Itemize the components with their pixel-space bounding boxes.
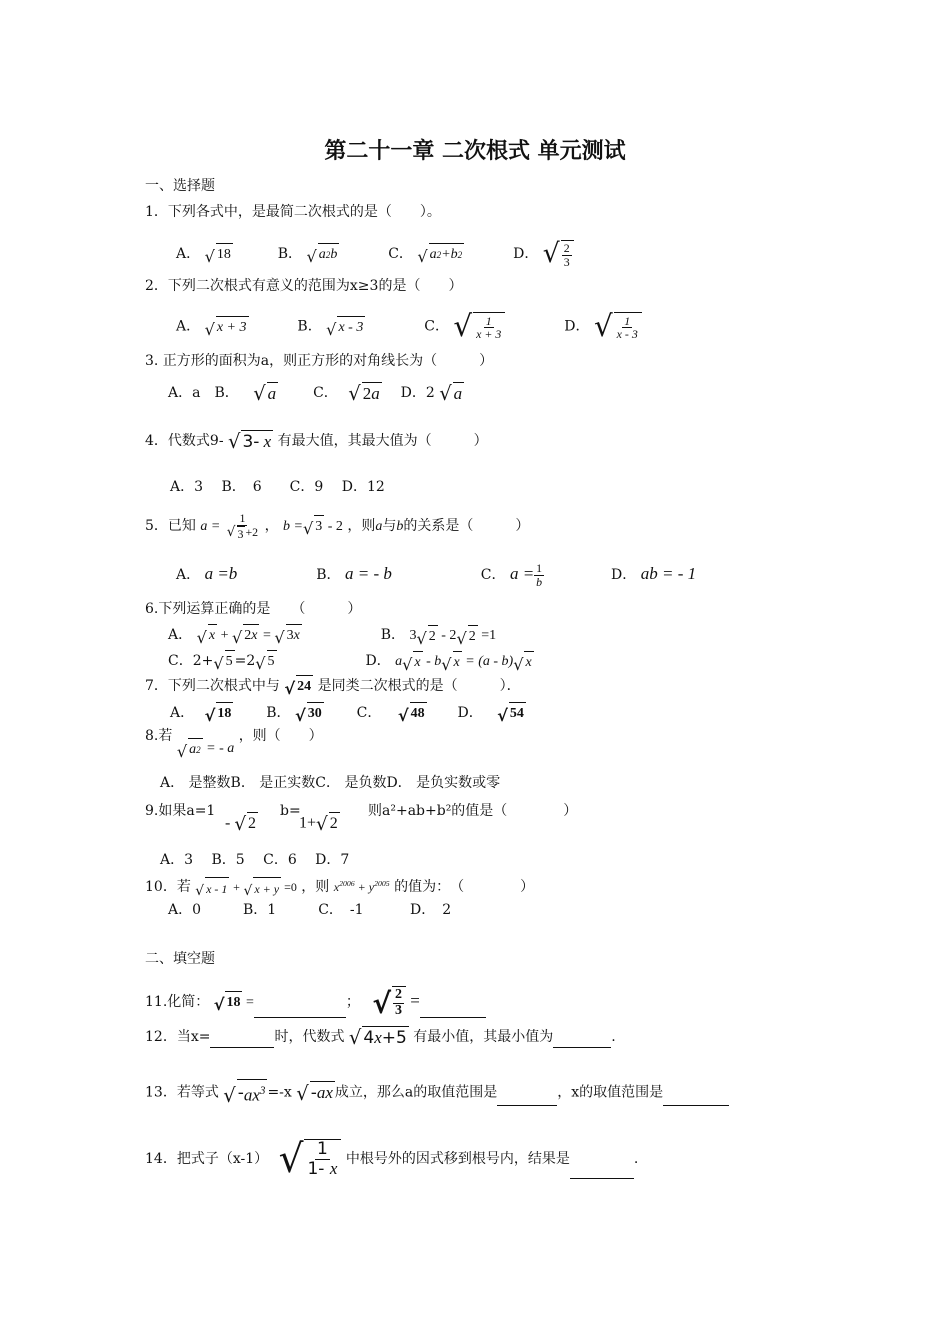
q1-c: C． (388, 246, 413, 262)
q11-blank1[interactable] (254, 1003, 346, 1018)
q7-pre: 7．下列二次根式中与 (145, 678, 280, 694)
q10-post: ，则 (301, 879, 330, 895)
q8-pre: 8.若 (145, 728, 173, 745)
q13-expr1: √ - $ax^3$ (223, 1079, 267, 1106)
q3-c-expr: √ 2 a (348, 382, 380, 406)
q9-options: A．3 B．5 C．6 D．7 (160, 852, 350, 868)
q10-pre: 10．若 (145, 879, 191, 895)
q3-d-expr: √ a (439, 382, 463, 406)
q3-b-expr: √ a (253, 382, 277, 406)
q14-end: . (633, 1150, 639, 1167)
q11-stem: 11.化简： √ 18 = ； √ $\frac{2}{3}$ = (145, 986, 486, 1018)
q14-blank[interactable] (570, 1164, 634, 1179)
q7-b: B． (266, 705, 291, 721)
q6-d-expr: a √ x - b √ x = (a - b) √ x (395, 654, 534, 669)
q5-d-expr: ab = - 1 (640, 564, 697, 583)
q12-stem (145, 1026, 616, 1048)
q1-d: D． (513, 246, 539, 262)
q13-expr2: √ - ax (296, 1081, 333, 1105)
q10-end: 的值为： （ ） (394, 879, 535, 895)
q1-a-expr: √ 18 (205, 243, 233, 265)
q8-options: A． 是整数B． 是正实数C． 是负数D． 是负实数或零 (160, 775, 501, 791)
q5-then: ，则 (347, 518, 376, 534)
q5-stem: 5．已知 a = 1 √ 3 +2 ， b = √ 3 - 2 ，则a与b的关系是（ ） (145, 511, 530, 541)
q1-c-expr: √ a 2 +b 2 (417, 243, 464, 265)
section-fill-heading: 二、填空题 (145, 951, 215, 967)
q7-c-expr: √ 48 (398, 702, 427, 724)
q5-b-def: b = (283, 519, 303, 534)
q7-a: A． (170, 705, 195, 721)
q9-stem (145, 801, 215, 821)
q14-pre: 14．把式子（x-1） (145, 1150, 269, 1167)
q9-pre: 9.如果a=1 (145, 803, 216, 819)
q11-sep: ； (345, 994, 360, 1011)
q1-stem: 1．下列各式中，是最简二次根式的是（ ）。 (145, 204, 441, 220)
q2-d-expr: √ $\frac{1}{x - 3}$ (594, 312, 642, 341)
q6-b: B． (380, 627, 406, 643)
q7-c: C． (356, 705, 382, 721)
q3-stem: 3. 正方形的面积为a，则正方形的对角线长为（ ） (145, 353, 494, 369)
q2-c: C． (424, 318, 449, 335)
q7-expr: √ 24 (284, 675, 313, 697)
q6-c2: =2 (234, 653, 256, 669)
q4-post: 有最大值，其最大值为（ ） (277, 433, 488, 449)
q8-stem (145, 726, 323, 761)
q11-pre: 11.化简： (145, 994, 210, 1011)
q7-options (170, 702, 526, 724)
q4-expr: √ 3- x (228, 430, 272, 454)
q5-end: 的关系是（ ） (403, 518, 530, 534)
q7-b-expr: √ 30 (295, 702, 324, 724)
q5-b: B． (316, 567, 341, 583)
q11-blank2[interactable] (420, 1003, 486, 1018)
q4-pre: 4．代数式9- (145, 433, 224, 449)
q2-b: B． (297, 318, 322, 335)
q6-d: D． (365, 653, 391, 669)
q1-b-expr: √ a 2 b (307, 243, 340, 265)
q5-c: C． (480, 567, 506, 583)
q10-stem (145, 874, 534, 899)
q12-post: 有最小值，其最小值为 (413, 1029, 554, 1045)
q5-a-frac: 1 √ 3 +2 (226, 511, 259, 541)
q13-blank1[interactable] (497, 1091, 557, 1106)
q13-pre: 13．若等式 (145, 1084, 219, 1101)
q12-mid: 时，代数式 (274, 1029, 345, 1045)
q12-end: . (611, 1029, 616, 1045)
q5-a: A． (176, 567, 201, 583)
q10-target: $x^{2006} + y^{2005}$ (333, 879, 390, 894)
q12-blank2[interactable] (553, 1033, 611, 1048)
q5-a-expr: a =b (204, 564, 238, 583)
q5-pre: 5．已知 (145, 518, 196, 534)
q4-stem (145, 430, 488, 452)
q5-b-expr: √ 3 (303, 515, 324, 537)
q6-row1: A． √ x + √ 2 x = √ 3 x B． 3 √ 2 - 2 √ 2 =1 (168, 624, 496, 647)
q12-expr: √ 4 x +5 (348, 1026, 407, 1050)
q13-mid: =-x (267, 1084, 292, 1101)
q2-d: D． (564, 318, 590, 335)
q7-stem (145, 675, 521, 697)
q8-expr: √ a 2 = - a (177, 741, 234, 756)
q11-expr1: √ 18 (214, 991, 243, 1013)
q6-a: A． (168, 627, 193, 643)
q13-mid2: ，x的取值范围是 (557, 1084, 664, 1101)
q10-expr: √ x - 1 + √ x + y =0 (195, 880, 297, 894)
q6-b-expr: 3 √ 2 - 2 √ 2 =1 (410, 628, 497, 643)
q2-stem: 2．下列二次根式有意义的范围为x≥3的是（ ） (145, 278, 463, 294)
page-title: 第二十一章 二次根式 单元测试 (324, 139, 626, 164)
q12-pre: 12．当x= (145, 1029, 211, 1045)
q1-d-expr: √ $\frac{2}{3}$ (543, 240, 574, 268)
q5-comma: ， (264, 518, 279, 534)
q9-b-expr: 1+ √ 2 (299, 813, 338, 835)
q13-blank2[interactable] (663, 1091, 729, 1106)
q2-options (176, 309, 642, 343)
q2-c-expr: √ $\frac{1}{x + 3}$ (453, 312, 505, 341)
q1-b: B． (277, 246, 303, 262)
q13-post: 成立，那么a的取值范围是 (334, 1084, 498, 1101)
q14-post: 中根号外的因式移到根号内，结果是 (345, 1150, 570, 1167)
q12-blank1[interactable] (210, 1033, 274, 1048)
q3-d: D．2 (400, 385, 435, 401)
q2-a: A． (176, 318, 201, 335)
q8-post: ，则（ ） (238, 728, 323, 745)
q6-stem: 6.下列运算正确的是 （ ） (145, 601, 362, 617)
q7-post: 是同类二次根式的是（ ）． (317, 678, 521, 694)
q9-b-label: b= (280, 803, 301, 819)
q3-c: C． (313, 385, 338, 401)
q6-c-expr: √ 5 (213, 650, 234, 672)
q5-a-def: a = (200, 519, 221, 534)
q7-d: D． (457, 705, 483, 721)
q7-d-expr: √ 54 (497, 702, 526, 724)
q9-a-expr: - √ 2 (225, 813, 257, 835)
q5-d: D． (611, 567, 637, 583)
q5-b-expr: a = - b (344, 564, 392, 583)
q14-expr: √ $\frac{1}{1- x}$ (279, 1139, 342, 1179)
q5-options (176, 562, 696, 588)
q13-stem (145, 1079, 729, 1106)
section-choice-heading: 一、选择题 (145, 178, 215, 194)
q2-b-expr: √ x - 3 (326, 316, 365, 338)
q10-options: A．0 B．1 C． -1 D． 2 (168, 902, 452, 918)
q1-options (176, 240, 574, 268)
q6-a-expr: √ x (197, 624, 217, 646)
q2-a-expr: √ x + 3 (205, 316, 249, 338)
q6-c: C．2+ (168, 653, 214, 669)
q6-row2: C．2+ √ 5 =2 √ 5 D． a √ x - b √ x = (a - b) √ x (168, 650, 534, 673)
q7-a-expr: √ 18 (205, 702, 234, 724)
q14-stem (145, 1136, 639, 1182)
q11-expr2: √ $\frac{2}{3}$ (372, 986, 406, 1018)
q4-options: A．3 B． 6 C．9 D．12 (170, 479, 385, 495)
q3-options (168, 382, 464, 404)
q3-ab: A．a B． (168, 385, 239, 401)
q5-c-frac: $\frac{1}{b}$ (536, 561, 543, 589)
q1-a: A． (176, 246, 201, 262)
q5-rel: 与 (382, 518, 397, 534)
q5-c-expr: a = (509, 564, 535, 583)
q9-post: 则a²+ab+b²的值是（ ） (368, 803, 578, 819)
